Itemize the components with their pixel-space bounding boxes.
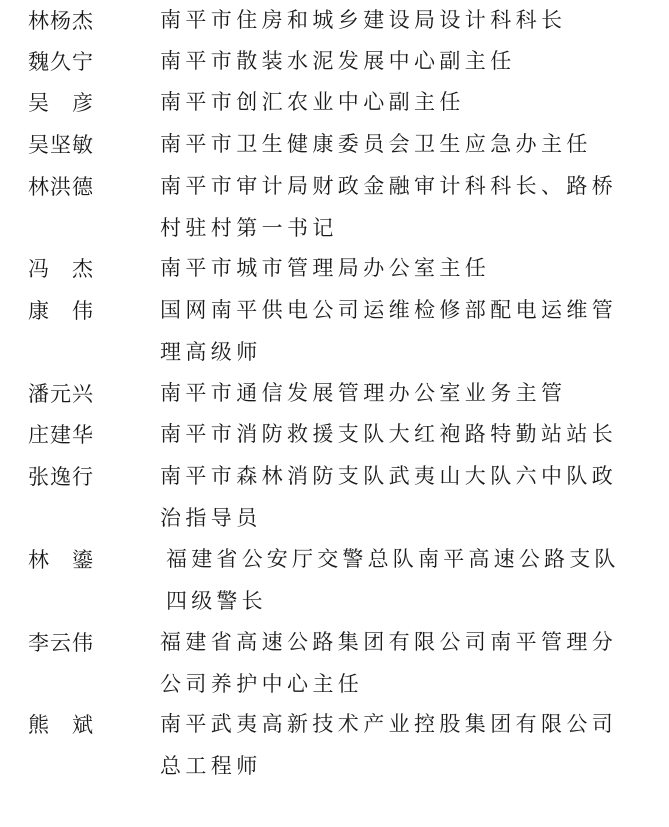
person-position: 南平市卫生健康委员会卫生应急办主任 xyxy=(160,132,592,156)
person-name: 庄建华 xyxy=(28,423,94,447)
person-position: 国网南平供电公司运维检修部配电运维管理高级师 xyxy=(160,298,618,364)
person-name: 吴 彦 xyxy=(28,91,94,115)
person-name: 冯 杰 xyxy=(28,257,94,281)
person-position: 南平武夷高新技术产业控股集团有限公司总工程师 xyxy=(160,712,618,778)
person-position: 南平市审计局财政金融审计科科长、路桥村驻村第一书记 xyxy=(160,174,618,240)
person-position: 南平市城市管理局办公室主任 xyxy=(160,256,491,280)
person-position: 福建省高速公路集团有限公司南平管理分公司养护中心主任 xyxy=(160,630,618,696)
person-position: 南平市通信发展管理办公室业务主管 xyxy=(160,381,567,405)
person-name: 康 伟 xyxy=(28,299,94,323)
person-position: 南平市消防救援支队大红袍路特勤站站长 xyxy=(160,422,618,446)
person-position: 南平市散装水泥发展中心副主任 xyxy=(160,49,516,73)
person-name: 熊 斌 xyxy=(28,713,94,737)
person-position: 南平市住房和城乡建设局设计科科长 xyxy=(160,8,567,32)
person-position: 福建省公安厅交警总队南平高速公路支队四级警长 xyxy=(166,547,620,613)
person-name: 潘元兴 xyxy=(28,382,94,406)
person-name: 林 鎏 xyxy=(28,548,94,572)
person-name: 吴坚敏 xyxy=(28,133,94,157)
person-name: 张逸行 xyxy=(28,465,94,489)
person-name: 林洪德 xyxy=(28,175,94,199)
person-name: 李云伟 xyxy=(28,631,94,655)
person-name: 魏久宁 xyxy=(28,50,94,74)
person-position: 南平市森林消防支队武夷山大队六中队政治指导员 xyxy=(160,464,618,530)
person-position: 南平市创汇农业中心副主任 xyxy=(160,90,465,114)
person-name: 林杨杰 xyxy=(28,9,94,33)
